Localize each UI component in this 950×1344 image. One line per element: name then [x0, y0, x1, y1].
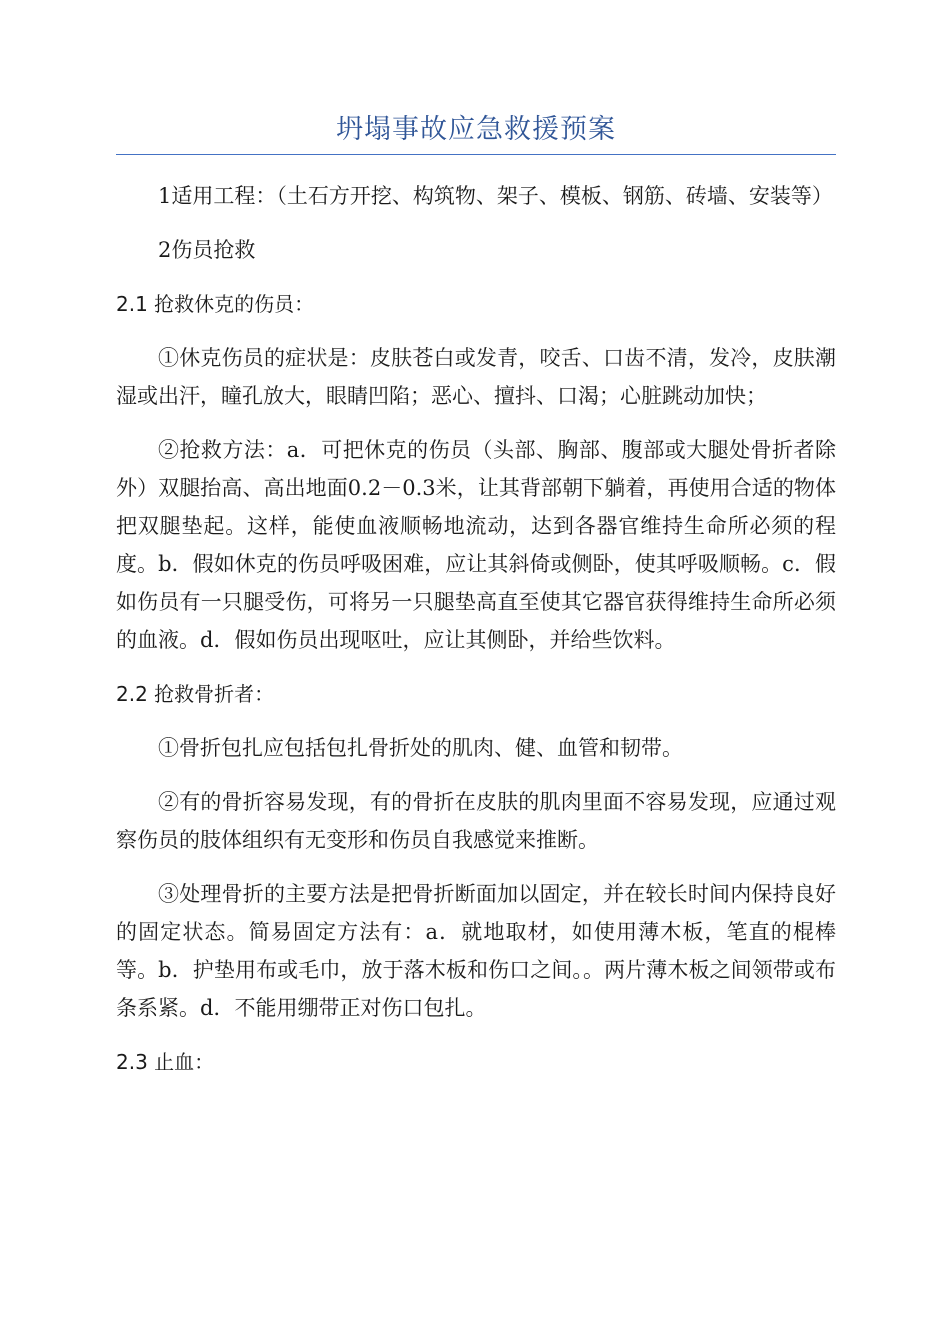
paragraph-fracture-3: ③处理骨折的主要方法是把骨折断面加以固定，并在较长时间内保持良好的固定状态。简易固定方法有：a．就地取材，如使用薄木板，笔直的棍棒等。b．护垫用布或毛巾，放于落木板和伤口之间。。两片薄木板之间领带或布条系紧。d．不能用绷带正对伤口包扎。 [116, 882, 836, 1020]
section-number: 2.1 [116, 292, 148, 316]
paragraph-fracture-2: ②有的骨折容易发现，有的骨折在皮肤的肌肉里面不容易发现，应通过观察伤员的肢体组织有无变形和伤员自我感觉来推断。 [116, 790, 836, 852]
paragraph-fracture-1: ①骨折包扎应包括包扎骨折处的肌肉、健、血管和韧带。 [158, 736, 683, 760]
paragraph-scope: 1适用工程：（土石方开挖、构筑物、架子、模板、钢筋、砖墙、安装等） [158, 184, 833, 208]
section-number: 2.3 [116, 1050, 148, 1074]
paragraph-shock-symptoms: ①休克伤员的症状是：皮肤苍白或发青，咬舌、口齿不清，发冷，皮肤潮湿或出汗，瞳孔放大，眼睛凹陷；恶心、擅抖、口渴；心脏跳动加快； [116, 346, 836, 408]
paragraph-shock-method: ②抢救方法：a．可把休克的伤员（头部、胸部、腹部或大腿处骨折者除外）双腿抬高、高出地面0.2－0.3米，让其背部朝下躺着，再使用合适的物体把双腿垫起。这样，能使血液顺畅地流动，达到各器官维持生命所必须的程度。b．假如休克的伤员呼吸困难，应让其斜倚或侧卧，使其呼吸顺畅。c．假如伤员有一只腿受伤，可将另一只腿垫高直至使其它器官获得维持生命所必须的血液。d．假如伤员出现呕吐，应让其侧卧，并给些饮料。 [116, 438, 836, 652]
section-title: 抢救休克的伤员： [154, 292, 315, 316]
section-number: 2.2 [116, 682, 148, 706]
paragraph-rescue: 2伤员抢救 [158, 238, 256, 262]
section-title: 止血： [154, 1050, 215, 1074]
document-title: 坍塌事故应急救援预案 [116, 110, 836, 155]
section-heading-2-3 [116, 1043, 836, 1081]
document-page [116, 110, 836, 1081]
section-heading-2-2 [116, 675, 836, 713]
section-heading-2-1 [116, 285, 836, 323]
section-title: 抢救骨折者： [154, 682, 275, 706]
